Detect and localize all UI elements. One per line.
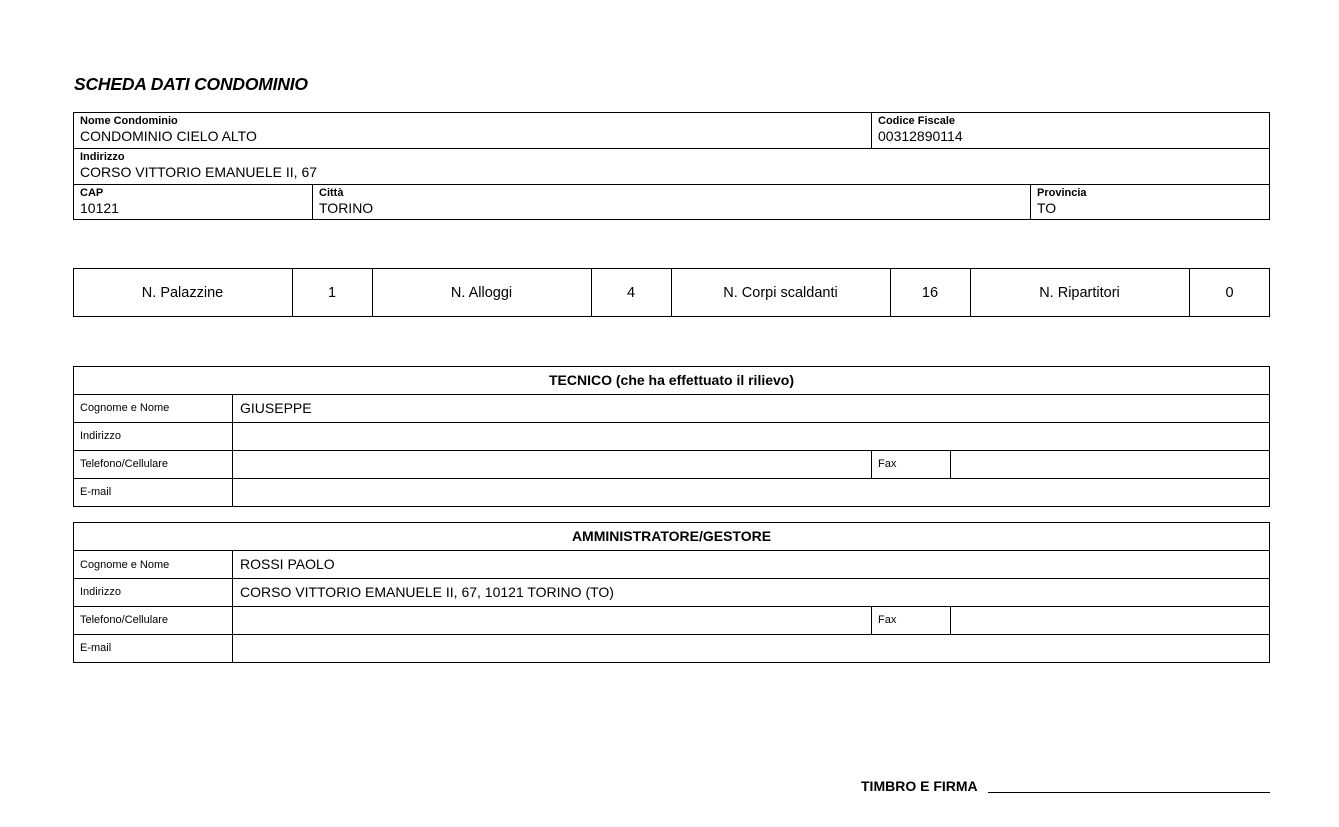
provincia-label: Provincia <box>1037 187 1087 199</box>
corpi-scaldanti-value[interactable]: 16 <box>921 284 939 301</box>
alloggi-value[interactable]: 4 <box>626 284 636 301</box>
divider <box>73 394 1270 395</box>
alloggi-label: N. Alloggi <box>450 284 513 301</box>
divider <box>73 422 1270 423</box>
indirizzo-label: Indirizzo <box>80 151 125 163</box>
ripartitori-value[interactable]: 0 <box>1225 284 1234 301</box>
divider <box>871 606 872 634</box>
provincia-value[interactable]: TO <box>1037 200 1057 216</box>
nome-condominio-label: Nome Condominio <box>80 115 178 127</box>
indirizzo-value[interactable]: CORSO VITTORIO EMANUELE II, 67 <box>80 164 318 180</box>
divider <box>232 394 233 507</box>
tecnico-nome-label: Cognome e Nome <box>80 402 170 414</box>
cap-value[interactable]: 10121 <box>80 200 119 216</box>
divider <box>73 634 1270 635</box>
palazzine-label: N. Palazzine <box>141 284 224 301</box>
divider <box>73 578 1270 579</box>
amministratore-heading: AMMINISTRATORE/GESTORE <box>571 528 772 544</box>
timbro-firma-label: TIMBRO E FIRMA <box>861 778 978 794</box>
divider <box>73 550 1270 551</box>
divider <box>1030 184 1031 220</box>
tecnico-email-label: E-mail <box>80 486 112 498</box>
divider <box>73 184 1270 185</box>
divider <box>871 450 872 478</box>
divider <box>73 148 1270 149</box>
amministratore-telefono-label: Telefono/Cellulare <box>80 614 169 626</box>
cap-label: CAP <box>80 187 104 199</box>
tecnico-telefono-label: Telefono/Cellulare <box>80 458 169 470</box>
corpi-scaldanti-label: N. Corpi scaldanti <box>723 284 838 301</box>
divider <box>232 550 233 663</box>
divider <box>871 112 872 149</box>
divider <box>950 450 951 478</box>
amministratore-indirizzo-label: Indirizzo <box>80 586 121 598</box>
amministratore-fax-label: Fax <box>878 614 897 626</box>
divider <box>312 184 313 220</box>
amministratore-indirizzo-value[interactable]: CORSO VITTORIO EMANUELE II, 67, 10121 TORINO (TO) <box>240 584 614 600</box>
codice-fiscale-label: Codice Fiscale <box>878 115 956 127</box>
signature-line[interactable] <box>988 792 1270 793</box>
tecnico-heading: TECNICO (che ha effettuato il rilievo) <box>548 372 795 388</box>
palazzine-value[interactable]: 1 <box>327 284 337 301</box>
citta-value[interactable]: TORINO <box>319 200 374 216</box>
divider <box>73 450 1270 451</box>
tecnico-nome-value[interactable]: GIUSEPPE <box>240 400 312 416</box>
tecnico-indirizzo-label: Indirizzo <box>80 430 121 442</box>
divider <box>950 606 951 634</box>
amministratore-email-label: E-mail <box>80 642 112 654</box>
citta-label: Città <box>319 187 344 199</box>
divider <box>73 478 1270 479</box>
divider <box>73 606 1270 607</box>
tecnico-fax-label: Fax <box>878 458 897 470</box>
codice-fiscale-value[interactable]: 00312890114 <box>878 128 963 144</box>
nome-condominio-value[interactable]: CONDOMINIO CIELO ALTO <box>80 128 257 144</box>
amministratore-nome-label: Cognome e Nome <box>80 559 170 571</box>
page-title: SCHEDA DATI CONDOMINIO <box>74 74 308 94</box>
amministratore-nome-value[interactable]: ROSSI PAOLO <box>240 556 335 572</box>
ripartitori-label: N. Ripartitori <box>1039 284 1120 301</box>
